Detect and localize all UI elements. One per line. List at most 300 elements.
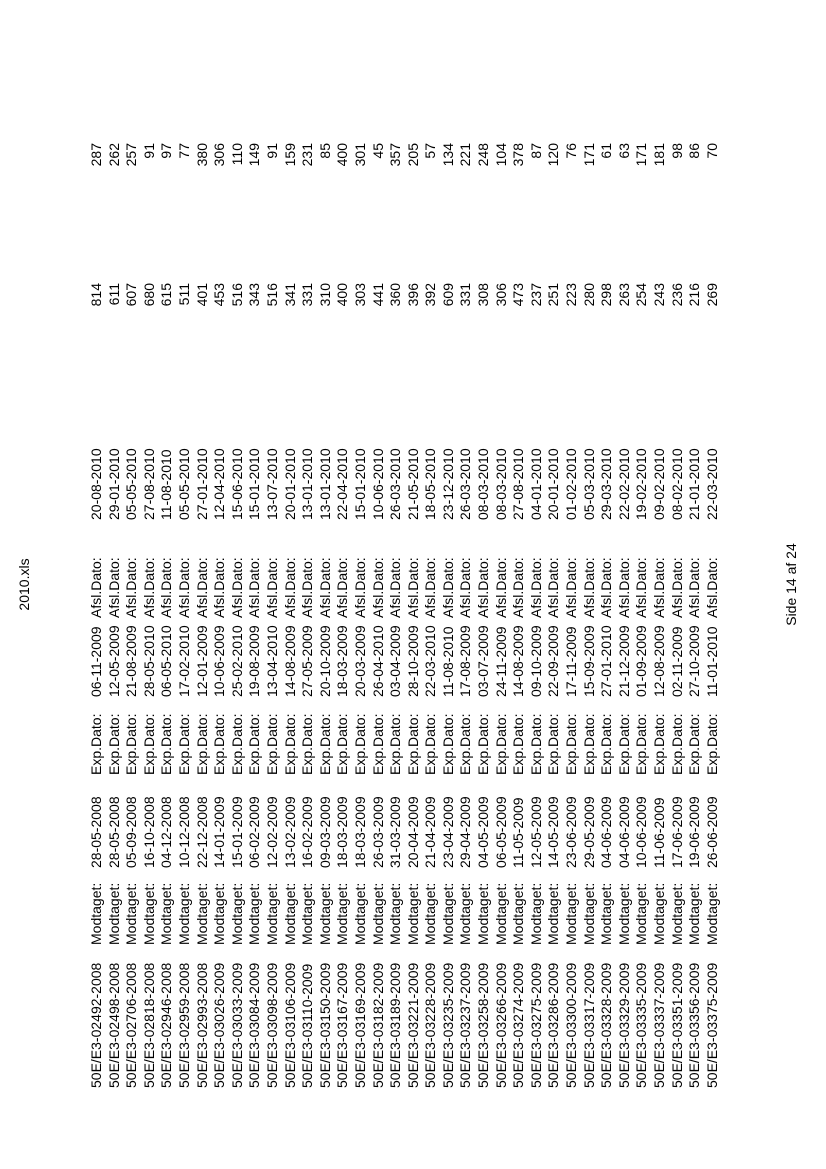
exp-label: Exp.Dato:: [158, 713, 175, 775]
modtaget-label: Modtaget:: [175, 882, 192, 945]
exp-date: 01-09-2009: [633, 625, 650, 697]
exp-label: Exp.Dato:: [175, 713, 192, 775]
exp-label: Exp.Dato:: [439, 713, 456, 775]
case-id: 50E/E3-03150-2009: [316, 962, 333, 1088]
afsl-date: 22-04-2010: [334, 448, 351, 520]
afsl-label: Afsl.Dato:: [545, 557, 562, 618]
days-count-1: 400: [334, 283, 351, 307]
exp-label: Exp.Dato:: [351, 713, 368, 775]
case-id: 50E/E3-03167-2009: [334, 962, 351, 1088]
modtaget-date: 12-05-2009: [527, 796, 544, 868]
exp-date: 20-03-2009: [351, 625, 368, 697]
modtaget-date: 06-05-2009: [492, 796, 509, 868]
exp-date: 27-05-2009: [299, 625, 316, 697]
modtaget-date: 04-06-2009: [615, 796, 632, 868]
modtaget-label: Modtaget:: [703, 882, 720, 945]
days-count-1: 331: [299, 283, 316, 307]
case-id: 50E/E3-02959-2008: [175, 962, 192, 1088]
table-row: [106, 143, 124, 1088]
days-count-2: 380: [193, 143, 210, 167]
afsl-date: 26-03-2010: [387, 448, 404, 520]
table-row: [440, 143, 458, 1088]
afsl-label: Afsl.Dato:: [140, 557, 157, 618]
case-id: 50E/E3-03182-2009: [369, 962, 386, 1088]
afsl-label: Afsl.Dato:: [686, 557, 703, 618]
modtaget-date: 19-06-2009: [686, 796, 703, 868]
modtaget-date: 26-03-2009: [369, 796, 386, 868]
afsl-label: Afsl.Dato:: [439, 557, 456, 618]
afsl-date: 01-02-2010: [563, 448, 580, 520]
case-id: 50E/E3-02492-2008: [88, 962, 104, 1088]
days-count-1: 237: [527, 283, 544, 307]
table-row: [457, 143, 475, 1088]
days-count-2: 159: [281, 143, 298, 167]
table-row: [176, 143, 194, 1088]
afsl-date: 13-01-2010: [316, 448, 333, 520]
exp-date: 11-08-2010: [439, 626, 456, 697]
modtaget-label: Modtaget:: [404, 882, 421, 945]
days-count-2: 306: [211, 143, 228, 167]
days-count-2: 70: [703, 143, 720, 159]
modtaget-label: Modtaget:: [334, 882, 351, 945]
afsl-label: Afsl.Dato:: [457, 557, 474, 618]
modtaget-label: Modtaget:: [105, 882, 122, 945]
afsl-label: Afsl.Dato:: [580, 557, 597, 618]
exp-date: 28-05-2010: [140, 625, 157, 697]
afsl-label: Afsl.Dato:: [510, 557, 527, 618]
modtaget-label: Modtaget:: [598, 882, 615, 945]
afsl-label: Afsl.Dato:: [105, 557, 122, 618]
days-count-1: 308: [475, 283, 492, 307]
table-row: [246, 143, 264, 1088]
modtaget-date: 28-05-2008: [105, 796, 122, 868]
afsl-label: Afsl.Dato:: [475, 557, 492, 618]
exp-date: 21-08-2009: [123, 625, 140, 697]
table-row: [633, 143, 651, 1088]
modtaget-label: Modtaget:: [316, 882, 333, 945]
days-count-2: 97: [158, 143, 175, 159]
afsl-date: 05-05-2010: [123, 448, 140, 520]
days-count-1: 607: [123, 283, 140, 307]
exp-date: 15-09-2009: [580, 625, 597, 697]
afsl-date: 20-01-2010: [545, 448, 562, 520]
table-row: [194, 143, 212, 1088]
modtaget-date: 05-09-2008: [123, 796, 140, 868]
afsl-label: Afsl.Dato:: [88, 557, 104, 618]
days-count-1: 306: [492, 283, 509, 307]
afsl-label: Afsl.Dato:: [299, 557, 316, 618]
table-row: [264, 143, 282, 1088]
days-count-1: 243: [651, 283, 667, 307]
modtaget-label: Modtaget:: [651, 882, 667, 945]
days-count-1: 473: [510, 283, 527, 307]
case-id: 50E/E3-03300-2009: [563, 962, 580, 1088]
exp-date: 28-10-2009: [404, 625, 421, 697]
modtaget-label: Modtaget:: [439, 882, 456, 945]
case-id: 50E/E3-03235-2009: [439, 962, 456, 1088]
days-count-2: 357: [387, 143, 404, 167]
afsl-date: 27-08-2010: [140, 448, 157, 520]
modtaget-date: 20-04-2009: [404, 796, 421, 868]
table-row: [422, 143, 440, 1088]
afsl-date: 05-05-2010: [175, 448, 192, 520]
modtaget-label: Modtaget:: [263, 882, 280, 945]
table-row: [387, 143, 405, 1088]
case-id: 50E/E3-03110-2009: [299, 963, 316, 1088]
table-row: [616, 143, 634, 1088]
modtaget-label: Modtaget:: [686, 882, 703, 945]
table-row: [669, 143, 687, 1088]
table-row: [598, 143, 616, 1088]
exp-date: 26-04-2010: [369, 625, 386, 697]
afsl-date: 05-03-2010: [580, 448, 597, 520]
exp-label: Exp.Dato:: [527, 713, 544, 775]
days-count-1: 611: [105, 283, 122, 306]
modtaget-date: 28-05-2008: [88, 796, 104, 868]
exp-label: Exp.Dato:: [334, 713, 351, 775]
table-row: [141, 143, 159, 1088]
exp-label: Exp.Dato:: [457, 713, 474, 775]
exp-label: Exp.Dato:: [651, 713, 667, 775]
days-count-2: 248: [475, 143, 492, 167]
case-id: 50E/E3-03335-2009: [633, 962, 650, 1088]
table-row: [229, 143, 247, 1088]
exp-label: Exp.Dato:: [545, 713, 562, 775]
exp-date: 11-01-2010: [703, 626, 720, 697]
days-count-1: 223: [563, 283, 580, 307]
modtaget-date: 18-03-2009: [351, 796, 368, 868]
table-row: [686, 143, 704, 1088]
afsl-label: Afsl.Dato:: [633, 557, 650, 618]
afsl-label: Afsl.Dato:: [351, 557, 368, 618]
case-id: 50E/E3-03228-2009: [422, 962, 439, 1088]
afsl-date: 10-06-2010: [369, 448, 386, 520]
modtaget-date: 29-05-2009: [580, 796, 597, 868]
modtaget-date: 11-06-2009: [651, 797, 667, 868]
table-row: [334, 143, 352, 1088]
case-id: 50E/E3-03237-2009: [457, 962, 474, 1088]
exp-date: 12-05-2009: [105, 625, 122, 697]
days-count-2: 61: [598, 143, 615, 159]
afsl-label: Afsl.Dato:: [334, 557, 351, 618]
days-count-2: 104: [492, 143, 509, 167]
exp-label: Exp.Dato:: [703, 713, 720, 775]
exp-date: 17-02-2010: [175, 625, 192, 697]
days-count-1: 680: [140, 283, 157, 307]
afsl-date: 27-01-2010: [193, 448, 210, 520]
case-id: 50E/E3-03286-2009: [545, 962, 562, 1088]
exp-date: 03-07-2009: [475, 625, 492, 697]
modtaget-label: Modtaget:: [351, 882, 368, 945]
afsl-date: 11-08-2010: [158, 449, 175, 520]
modtaget-label: Modtaget:: [633, 882, 650, 945]
afsl-label: Afsl.Dato:: [492, 557, 509, 618]
table-row: [704, 143, 722, 1088]
case-id: 50E/E3-03266-2009: [492, 962, 509, 1088]
exp-date: 24-11-2009: [492, 626, 509, 697]
table-row: [510, 143, 528, 1088]
exp-label: Exp.Dato:: [193, 713, 210, 775]
modtaget-date: 11-05-2009: [510, 797, 527, 868]
exp-label: Exp.Dato:: [668, 713, 685, 775]
exp-label: Exp.Dato:: [369, 713, 386, 775]
case-id: 50E/E3-03375-2009: [703, 962, 720, 1088]
exp-date: 06-11-2009: [88, 626, 104, 697]
table-row: [123, 143, 141, 1088]
days-count-2: 57: [422, 143, 439, 159]
afsl-label: Afsl.Dato:: [123, 557, 140, 618]
case-id: 50E/E3-02946-2008: [158, 962, 175, 1088]
exp-date: 17-11-2009: [563, 626, 580, 697]
modtaget-label: Modtaget:: [369, 882, 386, 945]
afsl-date: 08-03-2010: [475, 448, 492, 520]
afsl-label: Afsl.Dato:: [158, 557, 175, 618]
afsl-date: 15-06-2010: [228, 448, 245, 520]
case-id: 50E/E3-03275-2009: [527, 962, 544, 1088]
afsl-label: Afsl.Dato:: [703, 557, 720, 618]
modtaget-date: 16-10-2008: [140, 796, 157, 868]
modtaget-date: 23-06-2009: [563, 796, 580, 868]
days-count-2: 63: [615, 143, 632, 159]
modtaget-date: 31-03-2009: [387, 796, 404, 868]
exp-date: 12-01-2009: [193, 625, 210, 697]
afsl-date: 22-02-2010: [615, 448, 632, 520]
case-id: 50E/E3-03221-2009: [404, 962, 421, 1088]
days-count-2: 85: [316, 143, 333, 159]
modtaget-label: Modtaget:: [563, 882, 580, 945]
exp-date: 22-09-2009: [545, 625, 562, 697]
days-count-1: 216: [686, 283, 703, 307]
modtaget-date: 21-04-2009: [422, 796, 439, 868]
days-count-2: 110: [228, 143, 245, 166]
case-id: 50E/E3-03317-2009: [580, 962, 597, 1088]
exp-label: Exp.Dato:: [563, 713, 580, 775]
afsl-date: 13-07-2010: [263, 448, 280, 520]
days-count-2: 171: [580, 143, 597, 167]
exp-label: Exp.Dato:: [686, 713, 703, 775]
days-count-1: 331: [457, 283, 474, 307]
afsl-label: Afsl.Dato:: [404, 557, 421, 618]
exp-date: 14-08-2009: [281, 625, 298, 697]
modtaget-label: Modtaget:: [299, 882, 316, 945]
afsl-date: 29-03-2010: [598, 448, 615, 520]
table-row: [651, 143, 669, 1088]
days-count-2: 91: [263, 143, 280, 159]
afsl-date: 18-05-2010: [422, 448, 439, 520]
days-count-1: 609: [439, 283, 456, 307]
modtaget-date: 23-04-2009: [439, 796, 456, 868]
exp-label: Exp.Dato:: [404, 713, 421, 775]
exp-date: 09-10-2009: [527, 625, 544, 697]
modtaget-label: Modtaget:: [88, 882, 104, 945]
afsl-date: 20-01-2010: [281, 448, 298, 520]
case-id: 50E/E3-03328-2009: [598, 962, 615, 1088]
modtaget-label: Modtaget:: [545, 882, 562, 945]
modtaget-date: 04-05-2009: [475, 796, 492, 868]
modtaget-date: 14-01-2009: [211, 796, 228, 868]
exp-date: 13-04-2010: [263, 625, 280, 697]
table-row: [581, 143, 599, 1088]
modtaget-label: Modtaget:: [193, 882, 210, 945]
afsl-label: Afsl.Dato:: [598, 557, 615, 618]
exp-label: Exp.Dato:: [615, 713, 632, 775]
modtaget-label: Modtaget:: [457, 882, 474, 945]
days-count-1: 236: [668, 283, 685, 307]
case-id: 50E/E3-03026-2009: [211, 962, 228, 1088]
exp-label: Exp.Dato:: [510, 713, 527, 775]
case-id: 50E/E3-03084-2009: [246, 962, 263, 1088]
exp-label: Exp.Dato:: [316, 713, 333, 775]
exp-date: 17-08-2009: [457, 625, 474, 697]
days-count-1: 516: [228, 283, 245, 307]
exp-date: 10-06-2009: [211, 625, 228, 697]
case-id: 50E/E3-03258-2009: [475, 962, 492, 1088]
afsl-label: Afsl.Dato:: [369, 557, 386, 618]
afsl-label: Afsl.Dato:: [615, 557, 632, 618]
modtaget-date: 09-03-2009: [316, 796, 333, 868]
table-row: [370, 143, 388, 1088]
modtaget-label: Modtaget:: [492, 882, 509, 945]
days-count-1: 269: [703, 283, 720, 307]
case-id: 50E/E3-03329-2009: [615, 962, 632, 1088]
afsl-date: 15-01-2010: [246, 448, 263, 520]
days-count-1: 254: [633, 283, 650, 307]
days-count-1: 298: [598, 283, 615, 307]
afsl-date: 04-01-2010: [527, 448, 544, 520]
days-count-2: 86: [686, 143, 703, 159]
table-row: [317, 143, 335, 1088]
afsl-date: 15-01-2010: [351, 448, 368, 520]
days-count-1: 401: [193, 283, 210, 307]
modtaget-label: Modtaget:: [580, 882, 597, 945]
case-id: 50E/E3-03106-2009: [281, 962, 298, 1088]
exp-label: Exp.Dato:: [123, 713, 140, 775]
days-count-1: 310: [316, 283, 333, 307]
case-id: 50E/E3-03033-2009: [228, 962, 245, 1088]
modtaget-date: 15-01-2009: [228, 796, 245, 868]
exp-label: Exp.Dato:: [299, 713, 316, 775]
modtaget-label: Modtaget:: [228, 882, 245, 945]
afsl-date: 09-02-2010: [651, 448, 667, 520]
case-id: 50E/E3-03356-2009: [686, 962, 703, 1088]
case-id: 50E/E3-02993-2008: [193, 962, 210, 1088]
modtaget-label: Modtaget:: [422, 882, 439, 945]
afsl-date: 08-02-2010: [668, 448, 685, 520]
exp-date: 27-01-2010: [598, 625, 615, 697]
afsl-label: Afsl.Dato:: [316, 557, 333, 618]
afsl-label: Afsl.Dato:: [246, 557, 263, 618]
days-count-1: 280: [580, 283, 597, 307]
modtaget-date: 14-05-2009: [545, 796, 562, 868]
case-id: 50E/E3-03351-2009: [668, 962, 685, 1088]
modtaget-date: 17-06-2009: [668, 796, 685, 868]
case-id: 50E/E3-03169-2009: [351, 962, 368, 1088]
days-count-2: 87: [527, 143, 544, 159]
modtaget-date: 22-12-2008: [193, 796, 210, 868]
case-id: 50E/E3-03189-2009: [387, 962, 404, 1088]
modtaget-label: Modtaget:: [475, 882, 492, 945]
afsl-label: Afsl.Dato:: [527, 557, 544, 618]
exp-label: Exp.Dato:: [105, 713, 122, 775]
afsl-label: Afsl.Dato:: [668, 557, 685, 618]
afsl-label: Afsl.Dato:: [211, 557, 228, 618]
exp-label: Exp.Dato:: [387, 713, 404, 775]
modtaget-label: Modtaget:: [615, 882, 632, 945]
table-row: [88, 143, 106, 1088]
exp-date: 20-10-2009: [316, 625, 333, 697]
modtaget-date: 12-02-2009: [263, 796, 280, 868]
afsl-label: Afsl.Dato:: [263, 557, 280, 618]
exp-label: Exp.Dato:: [633, 713, 650, 775]
days-count-1: 392: [422, 283, 439, 307]
afsl-date: 20-08-2010: [88, 448, 104, 520]
modtaget-label: Modtaget:: [281, 882, 298, 945]
exp-date: 19-08-2009: [246, 625, 263, 697]
days-count-2: 91: [140, 143, 157, 159]
exp-label: Exp.Dato:: [580, 713, 597, 775]
afsl-date: 19-02-2010: [633, 448, 650, 520]
days-count-1: 511: [175, 283, 192, 306]
days-count-1: 303: [351, 283, 368, 307]
modtaget-label: Modtaget:: [527, 882, 544, 945]
modtaget-date: 26-06-2009: [703, 796, 720, 868]
table-row: [299, 143, 317, 1088]
table-row: [405, 143, 423, 1088]
table-row: [211, 143, 229, 1088]
modtaget-date: 18-03-2009: [334, 796, 351, 868]
exp-date: 25-02-2010: [228, 625, 245, 697]
exp-label: Exp.Dato:: [263, 713, 280, 775]
case-id: 50E/E3-03274-2009: [510, 962, 527, 1088]
days-count-1: 441: [369, 283, 386, 307]
modtaget-date: 04-12-2008: [158, 796, 175, 868]
exp-label: Exp.Dato:: [140, 713, 157, 775]
days-count-2: 301: [351, 143, 368, 167]
table-row: [563, 143, 581, 1088]
afsl-date: 22-03-2010: [703, 448, 720, 520]
modtaget-date: 04-06-2009: [598, 796, 615, 868]
days-count-2: 287: [88, 143, 104, 167]
days-count-1: 453: [211, 283, 228, 307]
page-number: Side 14 af 24: [783, 543, 799, 626]
afsl-date: 08-03-2010: [492, 448, 509, 520]
modtaget-date: 13-02-2009: [281, 796, 298, 868]
afsl-label: Afsl.Dato:: [193, 557, 210, 618]
exp-label: Exp.Dato:: [422, 713, 439, 775]
table-row: [282, 143, 300, 1088]
case-id: 50E/E3-02498-2008: [105, 962, 122, 1088]
afsl-date: 21-05-2010: [404, 448, 421, 520]
document-title: 2010.xls: [16, 558, 32, 611]
case-id: 50E/E3-03098-2009: [263, 962, 280, 1088]
afsl-date: 26-03-2010: [457, 448, 474, 520]
days-count-2: 134: [439, 143, 456, 167]
exp-label: Exp.Dato:: [211, 713, 228, 775]
afsl-date: 27-08-2010: [510, 448, 527, 520]
afsl-date: 12-04-2010: [211, 448, 228, 520]
modtaget-label: Modtaget:: [158, 882, 175, 945]
afsl-label: Afsl.Dato:: [387, 557, 404, 618]
days-count-2: 231: [299, 143, 316, 167]
days-count-2: 76: [563, 143, 580, 159]
modtaget-label: Modtaget:: [510, 882, 527, 945]
exp-date: 02-11-2009: [668, 626, 685, 697]
modtaget-label: Modtaget:: [140, 882, 157, 945]
afsl-label: Afsl.Dato:: [228, 557, 245, 618]
exp-label: Exp.Dato:: [228, 713, 245, 775]
exp-date: 12-08-2009: [651, 625, 667, 697]
modtaget-date: 10-06-2009: [633, 796, 650, 868]
